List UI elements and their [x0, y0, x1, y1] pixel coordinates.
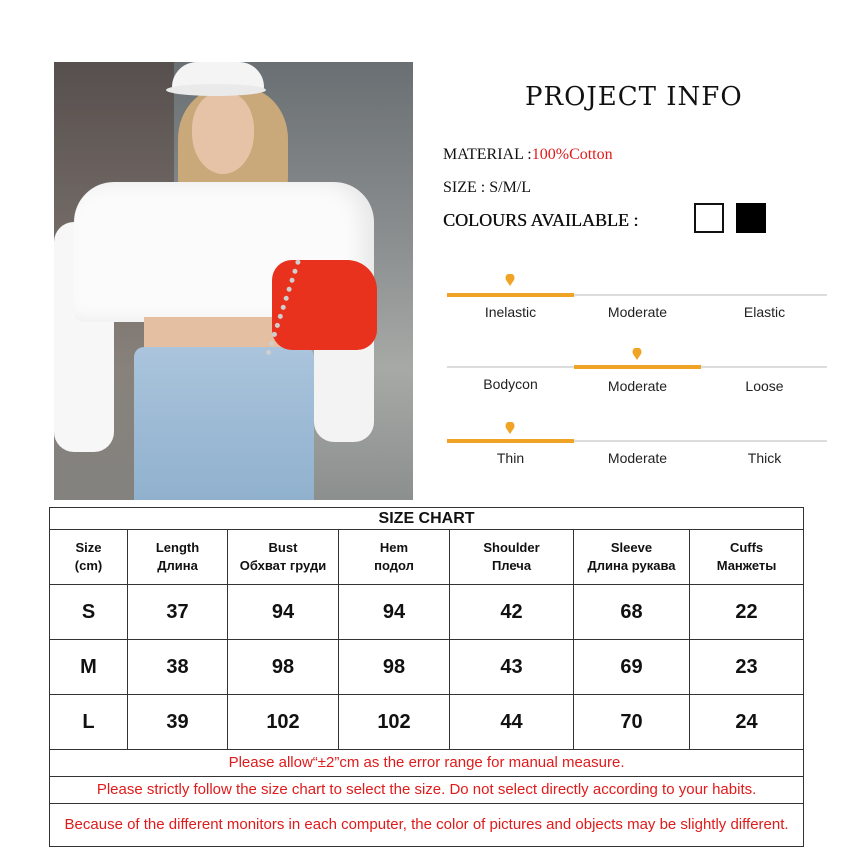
colour-swatch-black — [736, 203, 766, 233]
table-cell: 39 — [128, 695, 228, 750]
note-monitor-color: Because of the different monitors in each computer, the color of pictures and objects may be slightly different. — [50, 804, 804, 847]
table-row — [50, 585, 804, 640]
note-error-range: Please allow“±2”cm as the error range for manual measure. — [50, 750, 804, 777]
material-value: 100%Cotton — [531, 146, 613, 163]
note-follow-size-chart: Please strictly follow the size chart to select the size. Do not select directly according to your habits. — [50, 777, 804, 804]
header-hem: Hem подол — [339, 530, 450, 585]
header-size: Size (cm) — [50, 530, 128, 585]
scale-label: Thick — [747, 450, 782, 466]
header-length: Length Длина — [128, 530, 228, 585]
table-header-row — [50, 530, 804, 585]
table-cell: 69 — [574, 640, 690, 695]
indicator-pin-icon — [632, 348, 642, 360]
table-cell: 98 — [339, 640, 450, 695]
header-bust: Bust Обхват груди — [228, 530, 339, 585]
size-line: SIZE : S/M/L — [443, 179, 532, 196]
table-cell: M — [50, 640, 128, 695]
table-cell: 70 — [574, 695, 690, 750]
scale-label: Elastic — [743, 304, 786, 320]
table-row — [50, 640, 804, 695]
material-label: MATERIAL : — [443, 146, 532, 163]
scale-selected-segment — [447, 293, 574, 297]
table-cell: 68 — [574, 585, 690, 640]
table-cell: 94 — [339, 585, 450, 640]
table-cell: S — [50, 585, 128, 640]
scale-label: Inelastic — [484, 304, 537, 320]
indicator-pin-icon — [505, 422, 515, 434]
header-cuffs: Cuffs Манжеты — [690, 530, 804, 585]
table-cell: 42 — [450, 585, 574, 640]
colours-label: COLOURS AVAILABLE : — [443, 210, 639, 230]
table-cell: 102 — [228, 695, 339, 750]
table-cell: 102 — [339, 695, 450, 750]
table-cell: 23 — [690, 640, 804, 695]
size-chart-title: SIZE CHART — [50, 508, 804, 530]
table-cell: 94 — [228, 585, 339, 640]
colour-swatch-white — [694, 203, 724, 233]
scale-selected-segment — [447, 439, 574, 443]
material-line — [443, 146, 613, 164]
table-cell: 44 — [450, 695, 574, 750]
size-chart-table — [49, 507, 804, 847]
table-cell: 43 — [450, 640, 574, 695]
header-sleeve: Sleeve Длина рукава — [574, 530, 690, 585]
scale-label: Thin — [496, 450, 525, 466]
table-cell: L — [50, 695, 128, 750]
scale-label: Moderate — [607, 304, 668, 320]
indicator-pin-icon — [505, 274, 515, 286]
table-cell: 24 — [690, 695, 804, 750]
scale-selected-segment — [574, 365, 701, 369]
table-cell: 98 — [228, 640, 339, 695]
scale-label: Bodycon — [483, 376, 538, 392]
product-photo — [54, 62, 413, 500]
model-face — [192, 92, 254, 174]
scale-label: Moderate — [607, 450, 668, 466]
model-cap-brim — [166, 84, 266, 96]
header-shoulder: Shoulder Плеча — [450, 530, 574, 585]
table-cell: 22 — [690, 585, 804, 640]
project-info-title: PROJECT INFO — [525, 82, 743, 112]
table-row — [50, 695, 804, 750]
scale-label: Moderate — [607, 378, 668, 394]
model-jeans — [134, 347, 314, 500]
table-cell: 38 — [128, 640, 228, 695]
table-cell: 37 — [128, 585, 228, 640]
scale-label: Loose — [745, 378, 784, 394]
